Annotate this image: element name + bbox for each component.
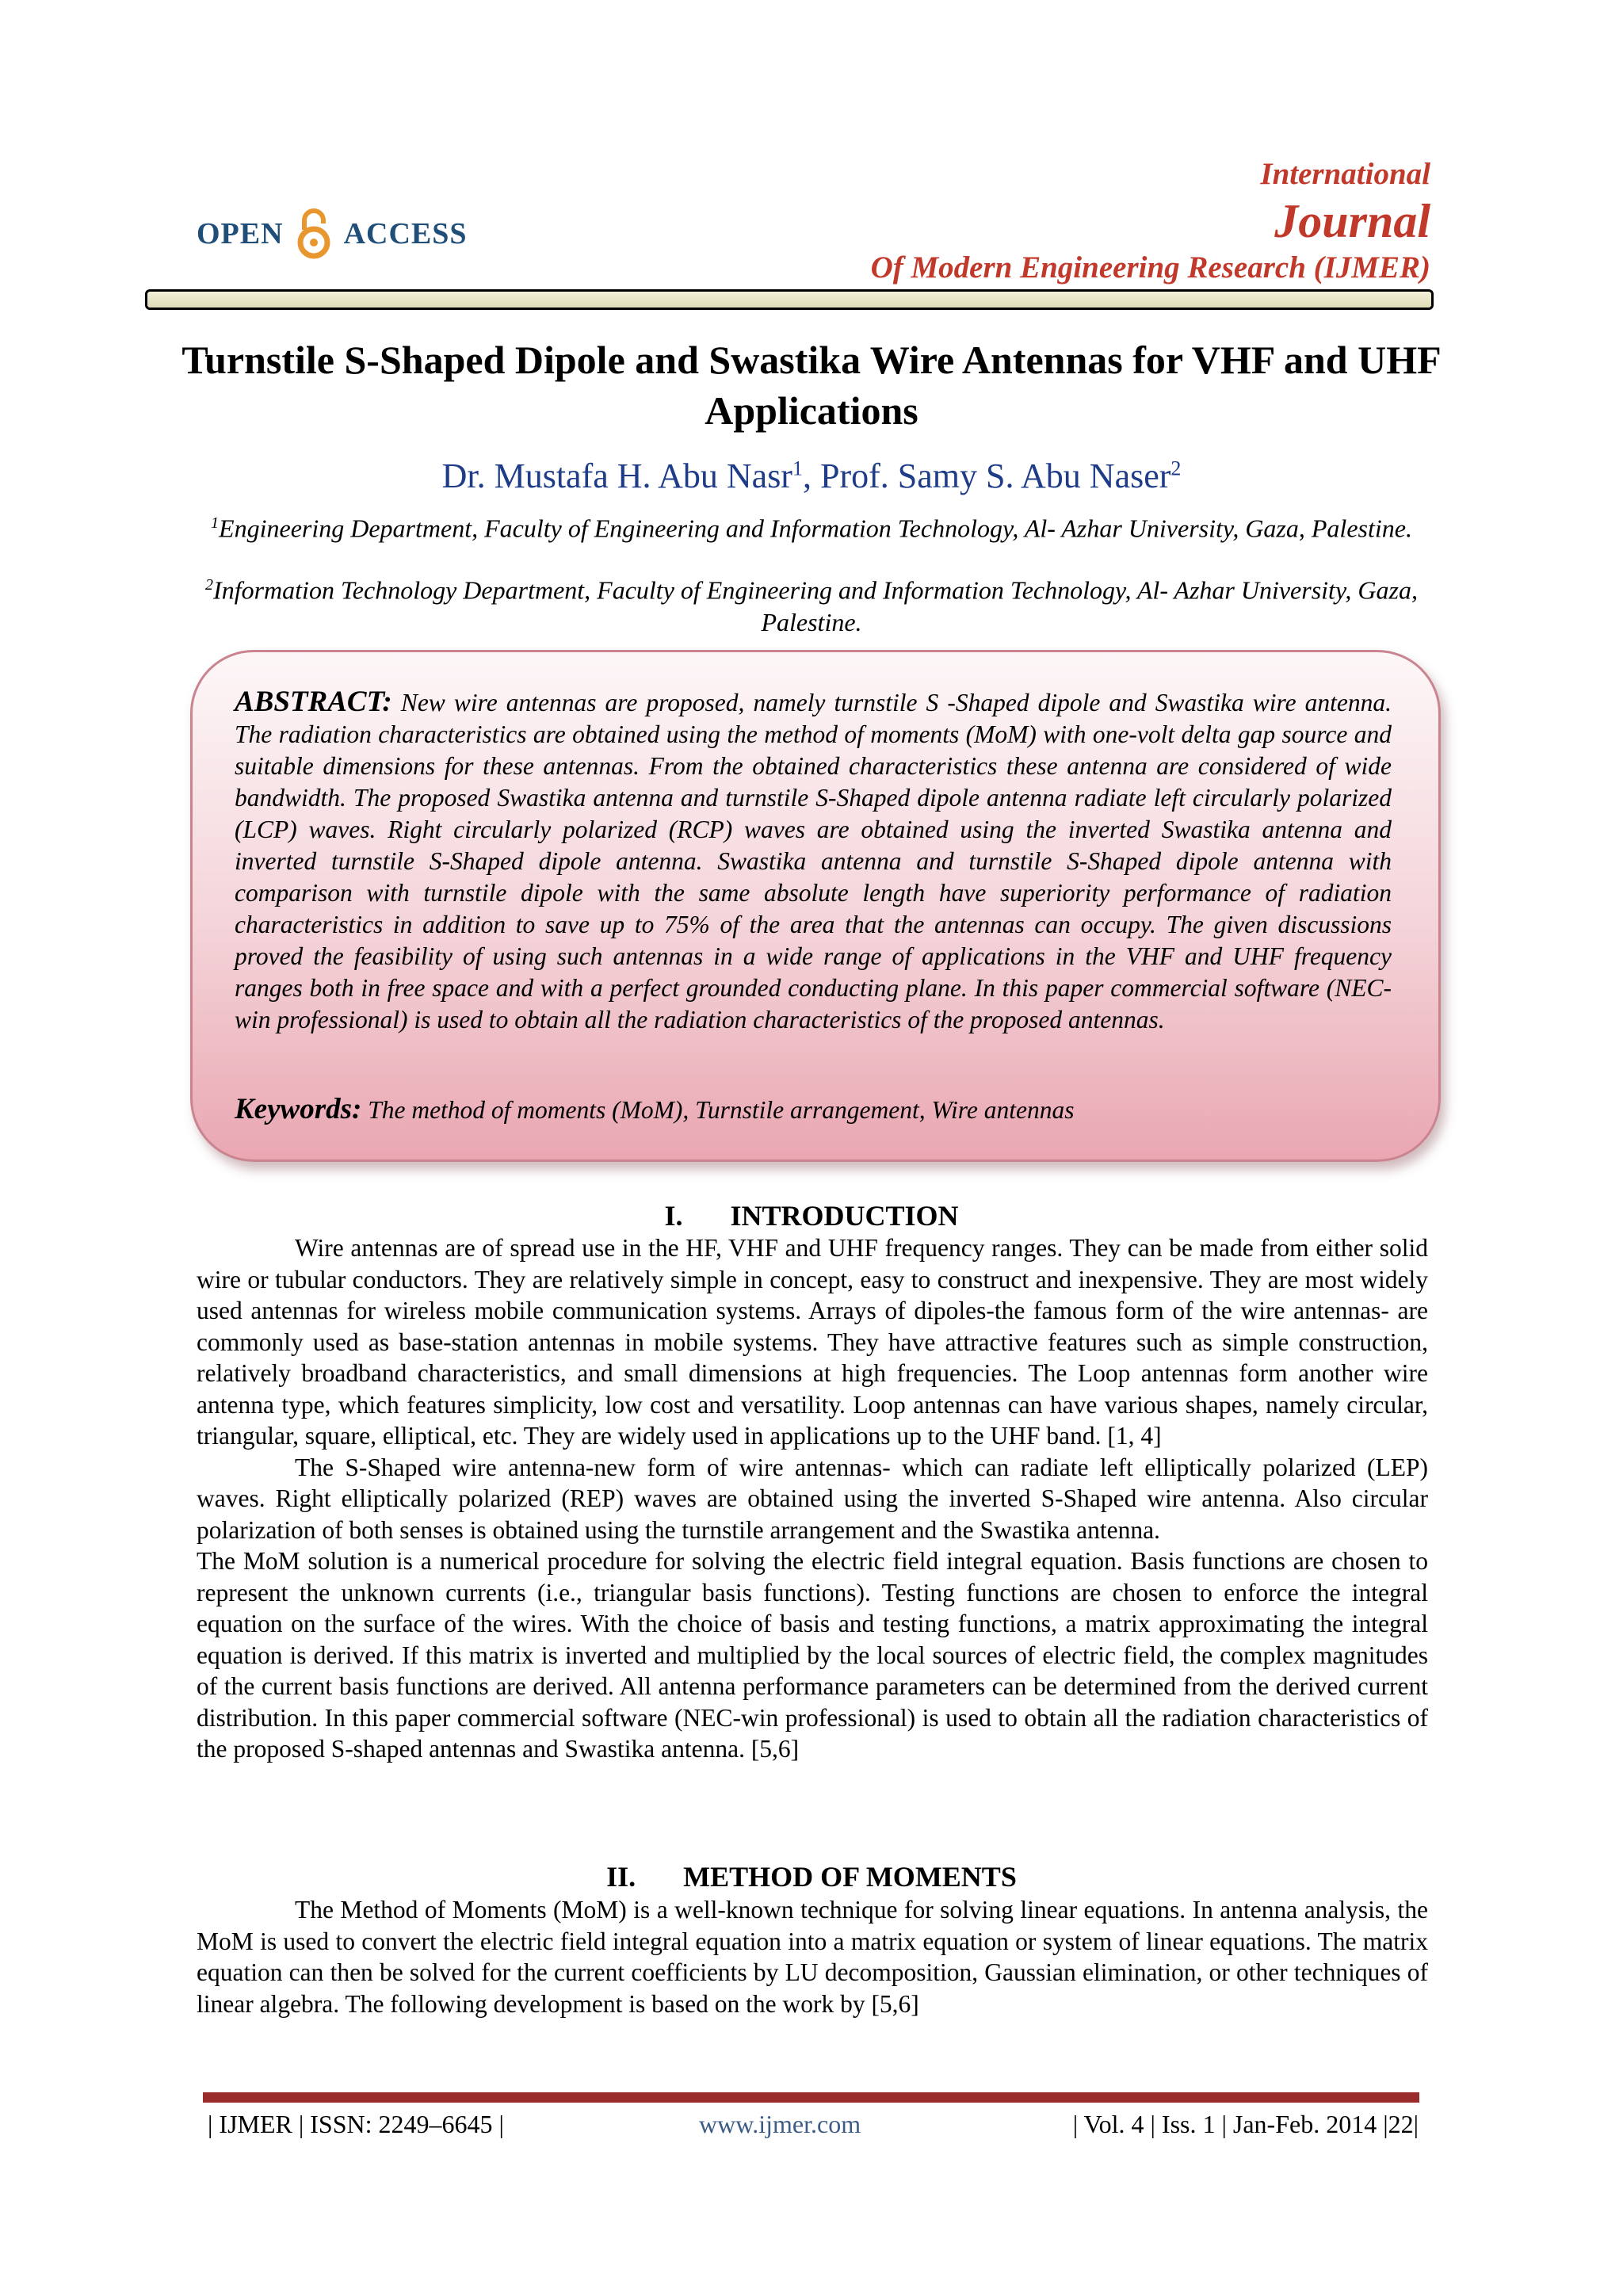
- paragraph: The S-Shaped wire antenna-new form of wire antennas- which can radiate left elliptically polarized (LEP) waves. Right elliptically polarized (REP) waves are obtained using the inverted S-Shaped wire antenna. Also circular polarization of both senses is obtained using the turnstile arrangement and the Swastika antenna.: [197, 1453, 1428, 1544]
- paragraph: The MoM solution is a numerical procedure for solving the electric field integral equation. Basis functions are chosen to represent the unknown currents (i.e., triangular basis functions). Testing functions are chosen to enforce the integral equation on the surface of the wires. With the choice of basis and testing functions, a matrix approximating the integral equation is derived. If this matrix is inverted and multiplied by the local sources of electric field, the complex magnitudes of the current basis functions are derived. All antenna performance parameters can be determined from the derived current distribution. In this paper commercial software (NEC-win professional) is used to obtain all the radiation characteristics of the proposed S-shaped antennas and Swastika antenna. [5,6]: [197, 1547, 1428, 1763]
- affiliation-1: [198, 507, 1425, 544]
- section-title: METHOD OF MOMENTS: [683, 1861, 1017, 1893]
- author-list: [158, 456, 1465, 496]
- open-access-lock-icon: [293, 208, 334, 260]
- keywords-label: Keywords:: [235, 1093, 362, 1125]
- section-heading-method-of-moments: [197, 1859, 1426, 1894]
- footer-divider: [203, 2092, 1419, 2103]
- affiliation-1-mark: 1: [211, 514, 220, 532]
- open-access-logo: [197, 208, 468, 260]
- footer-website-link[interactable]: www.ijmer.com: [699, 2110, 861, 2138]
- abstract-label: ABSTRACT:: [235, 686, 392, 718]
- header-divider: [145, 289, 1434, 310]
- open-access-left-text: OPEN: [197, 217, 284, 250]
- affiliation-2: [198, 569, 1425, 638]
- author-1: Dr. Mustafa H. Abu Nasr: [441, 457, 792, 495]
- section-number: II.: [606, 1861, 636, 1893]
- section-title: INTRODUCTION: [730, 1200, 959, 1232]
- open-access-right-text: ACCESS: [343, 217, 468, 250]
- journal-line-1: International: [1260, 157, 1430, 191]
- abstract-text: New wire antennas are proposed, namely turnstile S -Shaped dipole and Swastika wire antenna. The radiation characteristics are obtained using the method of moments (MoM) with one-volt delta gap source and suitable dimensions for these antennas. From the obtained characteristics these antenna are considered of wide bandwidth. The proposed Swastika antenna and turnstile S-Shaped dipole antenna radiate left circularly polarized (LCP) waves. Right circularly polarized (RCP) waves are obtained using the inverted Swastika antenna and inverted turnstile S-Shaped dipole antenna. Swastika antenna and turnstile S-Shaped dipole antenna with comparison with turnstile dipole with the same absolute length have superiority performance of radiation characteristics in addition to save up to 75% of the area that the antennas can occupy. The given discussions proved the feasibility of using such antennas in a wide range of applications in the VHF and UHF frequency ranges both in free space and with a perfect grounded conducting plane. In this paper commercial software (NEC-win professional) is used to obtain all the radiation characteristics of the proposed antennas.: [235, 689, 1392, 1033]
- author-2: Prof. Samy S. Abu Naser: [819, 457, 1171, 495]
- journal-name: [871, 155, 1430, 287]
- section-number: I.: [664, 1200, 683, 1232]
- affiliation-2-text: Information Technology Department, Faculty of Engineering and Information Technology, Al- Azhar University, Gaza, Palestine.: [213, 575, 1418, 636]
- footer-issue-page: | Vol. 4 | Iss. 1 | Jan-Feb. 2014 |22|: [1072, 2110, 1419, 2138]
- author-1-affil-mark: 1: [792, 457, 803, 480]
- affiliation-2-mark: 2: [205, 576, 214, 594]
- introduction-body: [197, 1232, 1428, 1765]
- author-separator: ,: [802, 457, 820, 495]
- footer-journal-info: | IJMER | ISSN: 2249–6645 |: [208, 2110, 504, 2138]
- keywords: [235, 1094, 1392, 1126]
- section-heading-introduction: [197, 1198, 1426, 1233]
- abstract: [235, 686, 1392, 1036]
- affiliation-1-text: Engineering Department, Faculty of Engineering and Information Technology, Al- Azhar University, Gaza, Palestine.: [219, 514, 1412, 543]
- page-header: [0, 0, 1623, 317]
- paragraph: Wire antennas are of spread use in the HF, VHF and UHF frequency ranges. They can be made from either solid wire or tubular conductors. They are relatively simple in concept, easy to construct and inexpensive. They are most widely used antennas for wireless mobile communication systems. Arrays of dipoles-the famous form of the wire antennas- are commonly used as base-station antennas in mobile systems. They have attractive features such as simple construction, relatively broadband characteristics, and small dimensions at high frequencies. The Loop antennas form another wire antenna type, which features simplicity, low cost and versatility. Loop antennas can have various shapes, namely circular, triangular, square, elliptical, etc. They are widely used in applications up to the UHF band. [1, 4]: [197, 1234, 1428, 1450]
- method-of-moments-body: [197, 1894, 1428, 2019]
- paper-title: Turnstile S-Shaped Dipole and Swastika Wire Antennas for VHF and UHF Applications: [181, 338, 1442, 433]
- journal-line-2: Journal: [1274, 195, 1430, 247]
- keywords-text: The method of moments (MoM), Turnstile arrangement, Wire antennas: [368, 1096, 1075, 1124]
- author-2-affil-mark: 2: [1170, 457, 1182, 480]
- journal-line-3: Of Modern Engineering Research (IJMER): [870, 250, 1430, 285]
- paragraph: The Method of Moments (MoM) is a well-known technique for solving linear equations. In antenna analysis, the MoM is used to convert the electric field integral equation into a matrix equation or system of linear equations. The matrix equation can then be solved for the current coefficients by LU decomposition, Gaussian elimination, or other techniques of linear algebra. The following development is based on the work by [5,6]: [197, 1896, 1428, 2018]
